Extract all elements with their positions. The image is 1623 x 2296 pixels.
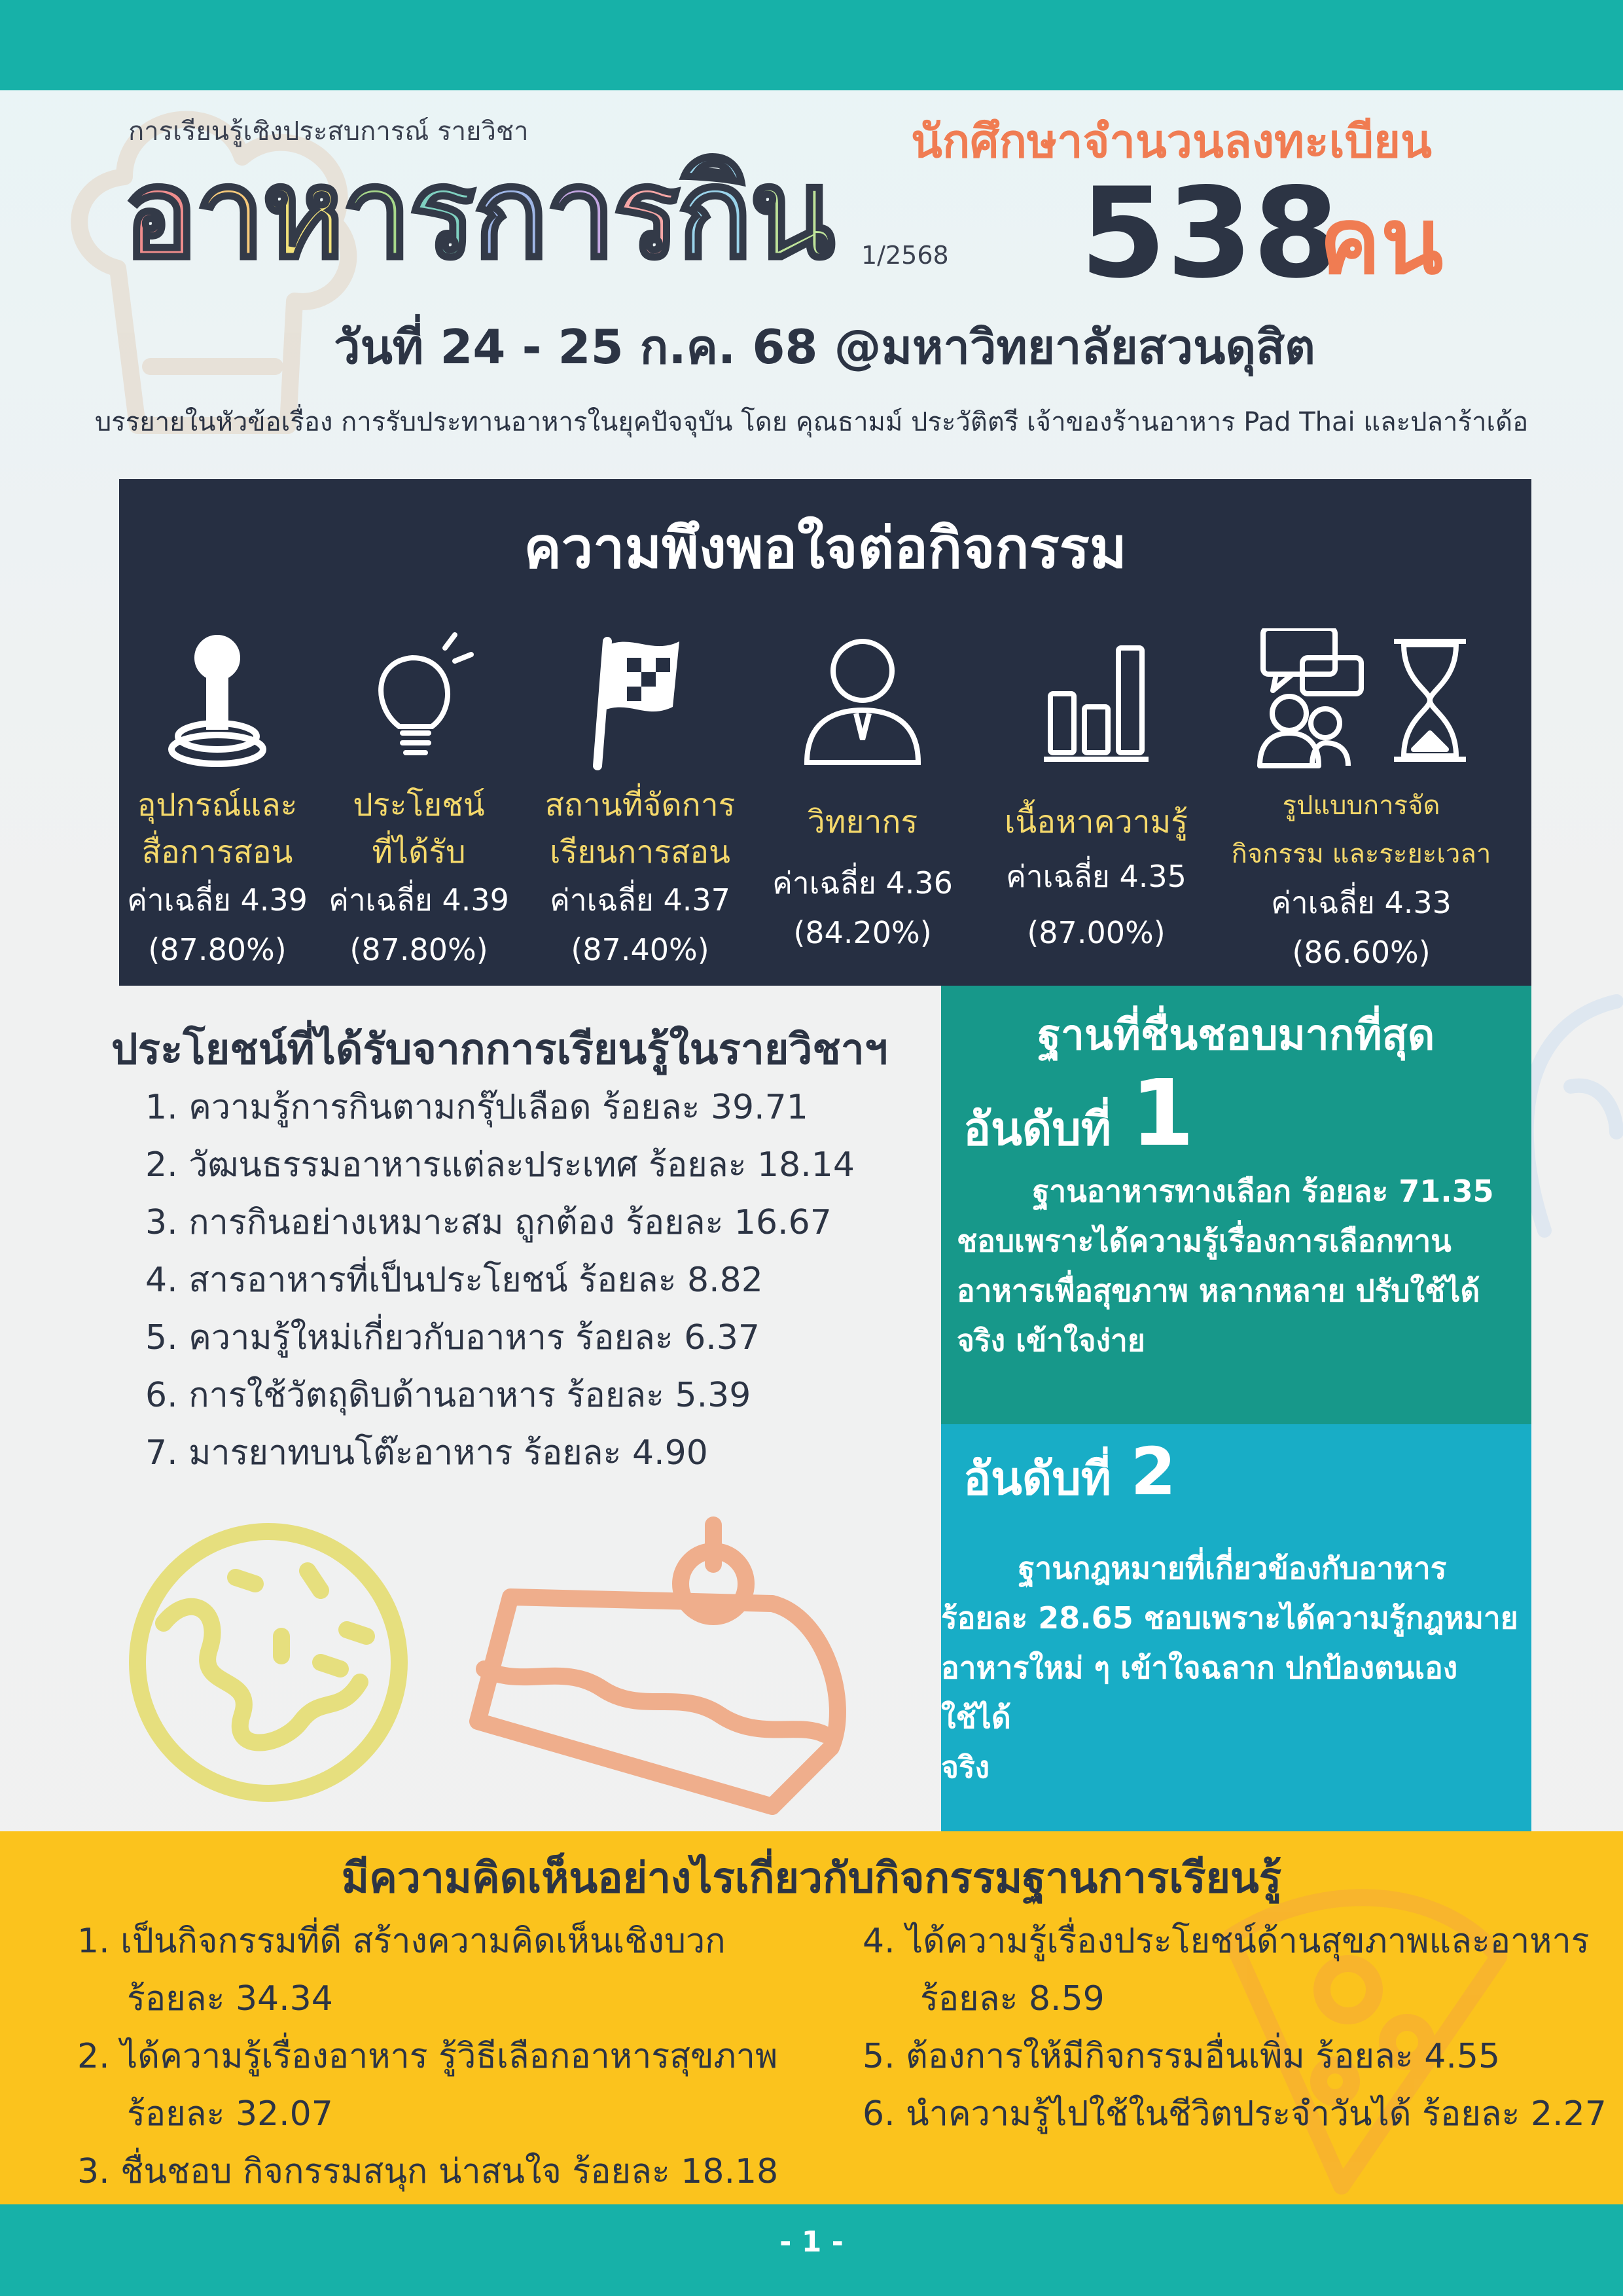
- list-item: 1. เป็นกิจกรรมที่ดี สร้างความคิดเห็นเชิงบวก ร้อยละ 34.34: [77, 1922, 726, 2018]
- satisfaction-label: อุปกรณ์และ สื่อการสอน: [137, 787, 298, 870]
- list-item: 5. ความรู้ใหม่เกี่ยวกับอาหาร ร้อยละ 6.37: [145, 1318, 760, 1357]
- satisfaction-average: ค่าเฉลี่ย 4.33: [1271, 885, 1452, 920]
- rank-number: 1: [1130, 1060, 1194, 1167]
- term-label: 1/2568: [861, 241, 949, 270]
- course-title-letter: ร: [613, 141, 677, 286]
- list-item: 3. การกินอย่างเหมาะสม ถูกต้อง ร้อยละ 16.67: [145, 1203, 832, 1242]
- list-item: 6. นำความรู้ไปใช้ในชีวิตประจำวันได้ ร้อยละ 2.27: [863, 2094, 1607, 2134]
- rank-second: [963, 1433, 1176, 1515]
- satisfaction-item-benefits: [314, 628, 524, 975]
- satisfaction-item-materials: [113, 628, 322, 975]
- favorite-first-text: ฐานอาหารทางเลือก ร้อยละ 71.35 ชอบเพราะได้ความรู้เรื่องการเลือกทาน อาหารเพื่อสุขภาพ หลากหลาย ปรับใช้ได้ จริง เข้าใจง่าย: [957, 1174, 1494, 1358]
- course-title-letter: ร: [408, 141, 473, 286]
- satisfaction-average: ค่าเฉลี่ย 4.39: [329, 882, 509, 918]
- bar-chart-icon: [1024, 628, 1168, 772]
- rank-number: 2: [1130, 1433, 1177, 1510]
- enrolled-label: นักศึกษาจำนวนลงทะเบียน: [911, 115, 1432, 168]
- satisfaction-title: ความพึงพอใจต่อกิจกรรม: [524, 516, 1127, 581]
- lightbulb-icon: [347, 628, 491, 772]
- list-item: 4. สารอาหารที่เป็นประโยชน์ ร้อยละ 8.82: [145, 1261, 763, 1300]
- cake-slice-illustration: [458, 1505, 864, 1833]
- satisfaction-average: ค่าเฉลี่ย 4.39: [127, 882, 308, 918]
- satisfaction-label: วิทยากร: [807, 804, 918, 840]
- speaker-person-icon: [791, 628, 935, 772]
- satisfaction-label: เนื้อหาความรู้: [1004, 804, 1188, 840]
- list-item: 4. ได้ความรู้เรื่องประโยชน์ด้านสุขภาพและอาหาร ร้อยละ 8.59: [863, 1922, 1590, 2018]
- course-title-letter: ก: [677, 141, 750, 286]
- satisfaction-percent: (87.80%): [349, 931, 488, 967]
- satisfaction-label: รูปแบบการจัด กิจกรรม และระยะเวลา: [1231, 791, 1491, 869]
- satisfaction-average: ค่าเฉลี่ย 4.37: [550, 882, 730, 918]
- satisfaction-item-venue: [535, 628, 745, 975]
- rank-label: อันดับที่: [963, 1102, 1111, 1156]
- page-number: - 1 -: [779, 2225, 844, 2259]
- checkered-flag-icon: [568, 628, 712, 772]
- course-title-letter: า: [342, 141, 409, 286]
- opinions-title: มีความคิดเห็นอย่างไรเกี่ยวกับกิจกรรมฐานการเรียนรู้: [341, 1854, 1282, 1903]
- course-title-letter: า: [545, 141, 613, 286]
- course-title-letter: ห: [262, 141, 342, 286]
- enrolled-count: 538: [1080, 161, 1340, 306]
- course-title-letter: า: [195, 141, 262, 286]
- favorite-second-text: ฐานกฎหมายที่เกี่ยวข้องกับอาหาร ร้อยละ 28.65 ชอบเพราะได้ความรู้กฎหมาย อาหารใหม่ ๆ เข้าใจฉลาก ปกป้องตนเอง ใช้ได้ จริง: [941, 1551, 1518, 1785]
- list-item: 6. การใช้วัตถุดิบด้านอาหาร ร้อยละ 5.39: [145, 1376, 751, 1415]
- list-item: 3. ชื่นชอบ กิจกรรมสนุก น่าสนใจ ร้อยละ 18.18: [77, 2152, 779, 2191]
- list-item: 7. มารยาทบนโต๊ะอาหาร ร้อยละ 4.90: [145, 1433, 708, 1473]
- satisfaction-label: สถานที่จัดการ เรียนการสอน: [544, 787, 736, 870]
- joystick-icon: [145, 628, 289, 772]
- list-item: 2. ได้ความรู้เรื่องอาหาร รู้วิธีเลือกอาหารสุขภาพ ร้อยละ 32.07: [77, 2037, 778, 2134]
- rank-first: [963, 1060, 1194, 1167]
- benefits-list: [145, 1079, 855, 1482]
- satisfaction-percent: (84.20%): [793, 914, 932, 950]
- list-item: 5. ต้องการให้มีกิจกรรมอื่นเพิ่ม ร้อยละ 4.55: [863, 2037, 1501, 2076]
- rank-label: อันดับที่: [963, 1452, 1111, 1505]
- satisfaction-percent: (87.40%): [571, 931, 709, 967]
- course-title-letter: น: [749, 141, 832, 286]
- satisfaction-item-format-duration: [1217, 628, 1505, 978]
- benefits-title: ประโยชน์ที่ได้รับจากการเรียนรู้ในรายวิชาฯ: [111, 1026, 888, 1074]
- course-title-letter: อ: [123, 141, 196, 286]
- favorites-title: ฐานที่ชื่นชอบมากที่สุด: [1037, 1011, 1435, 1060]
- course-prefix: การเรียนรู้เชิงประสบการณ์ รายวิชา: [128, 117, 529, 147]
- list-item: 2. วัฒนธรรมอาหารแต่ละประเทศ ร้อยละ 18.14: [145, 1145, 855, 1185]
- discussion-hourglass-icon: [1237, 628, 1486, 772]
- top-banner: [0, 0, 1623, 90]
- satisfaction-percent: (86.60%): [1292, 934, 1431, 970]
- satisfaction-item-speaker: [758, 628, 967, 958]
- satisfaction-percent: (87.00%): [1027, 914, 1166, 950]
- satisfaction-percent: (87.80%): [148, 931, 287, 967]
- course-title-letter: ก: [473, 141, 546, 286]
- lecture-description: บรรยายในหัวข้อเรื่อง การรับประทานอาหารในยุคปัจจุบัน โดย คุณธามม์ ประวัติตรี เจ้าของร้านอาหาร Pad Thai และปลาร้าเด้อ: [94, 407, 1529, 437]
- list-item: 1. ความรู้การกินตามกรุ๊ปเลือด ร้อยละ 39.71: [145, 1088, 808, 1127]
- satisfaction-average: ค่าเฉลี่ย 4.35: [1006, 859, 1186, 894]
- satisfaction-average: ค่าเฉลี่ย 4.36: [772, 865, 953, 901]
- enrolled-unit: คน: [1319, 188, 1444, 295]
- donut-illustration: [124, 1518, 412, 1806]
- course-title: [123, 141, 832, 286]
- satisfaction-item-content: [991, 628, 1201, 958]
- date-venue: วันที่ 24 - 25 ก.ค. 68 @มหาวิทยาลัยสวนดุสิต: [334, 319, 1315, 374]
- satisfaction-label: ประโยชน์ ที่ได้รับ: [353, 787, 485, 870]
